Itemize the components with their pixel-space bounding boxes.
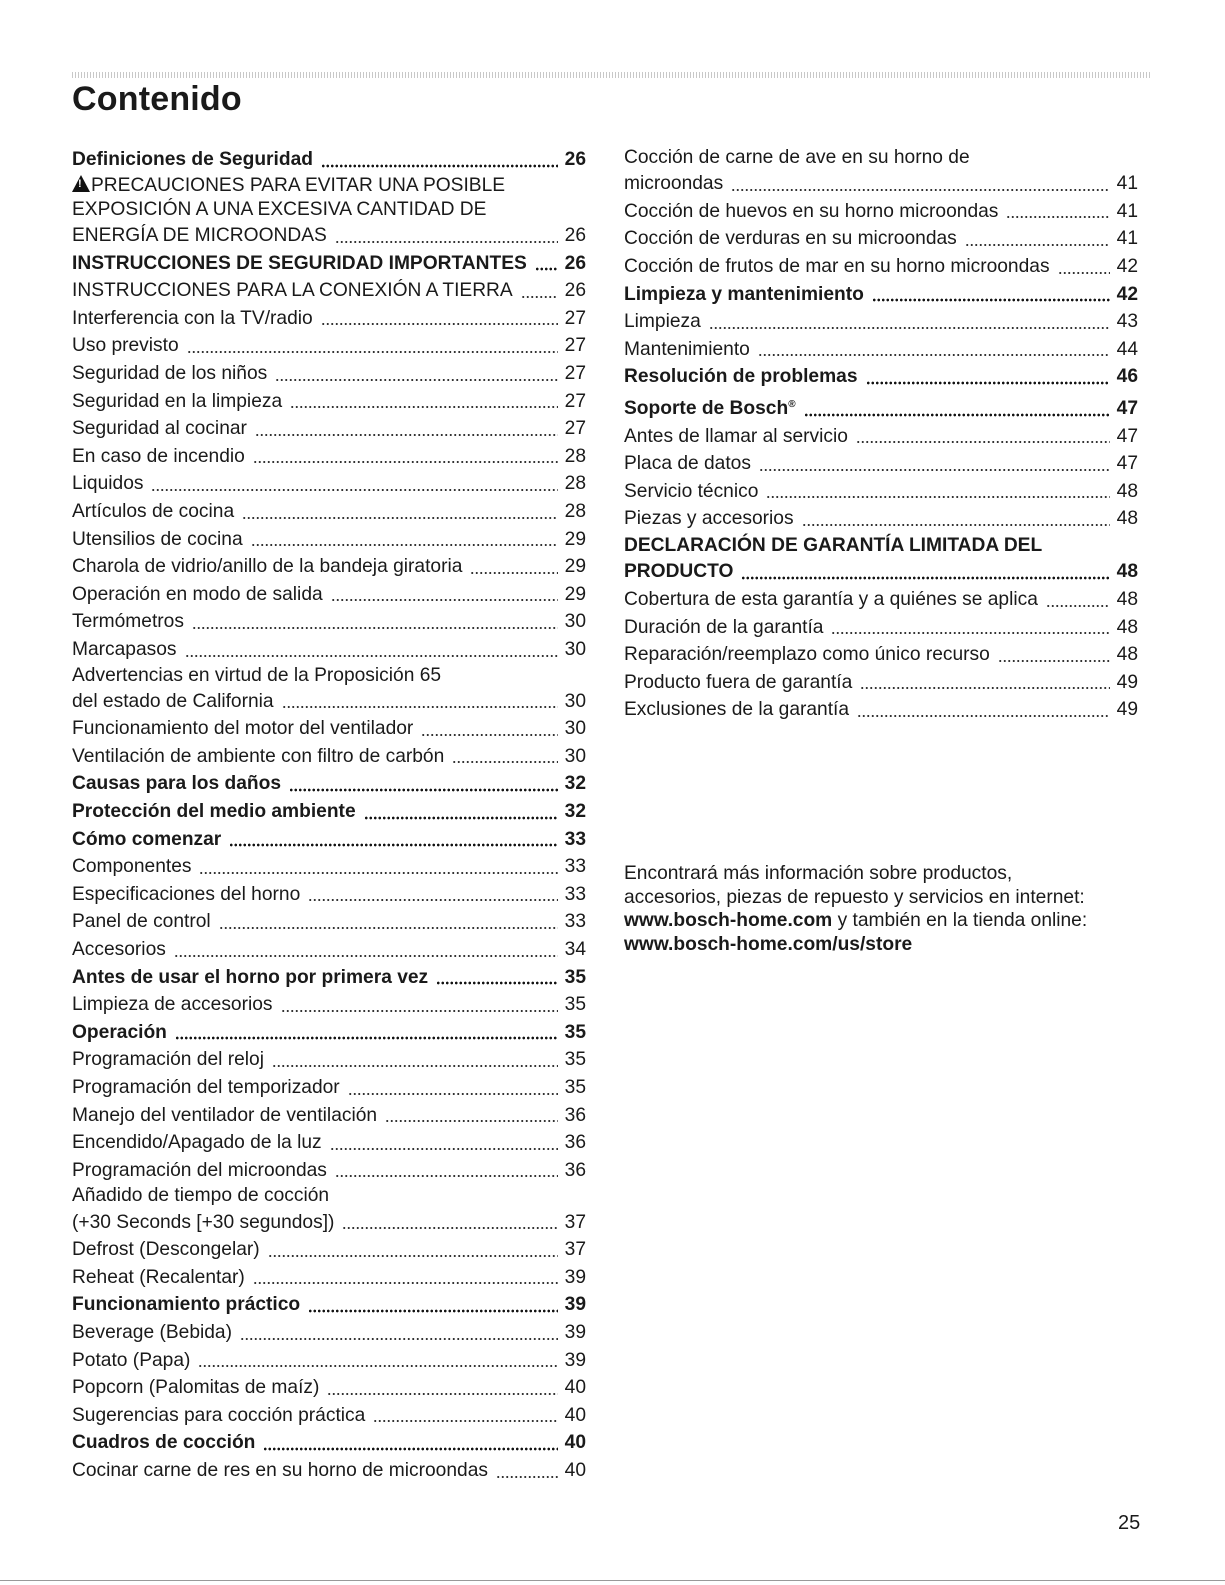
toc-entry[interactable]: Antes de llamar al servicio 47 xyxy=(624,425,1138,447)
toc-entry[interactable]: Especificaciones del horno 33 xyxy=(72,883,586,905)
toc-entry-line: DECLARACIÓN DE GARANTÍA LIMITADA DEL xyxy=(624,534,1043,556)
toc-entry[interactable]: Panel de control 33 xyxy=(72,911,586,933)
warning-icon xyxy=(72,175,90,192)
toc-entry-line: Añadido de tiempo de cocción xyxy=(72,1185,330,1207)
toc-entry[interactable]: Cómo comenzar 33 xyxy=(72,828,586,850)
toc-entry[interactable]: Interferencia con la TV/radio 27 xyxy=(72,307,586,329)
website-link[interactable]: www.bosch-home.com xyxy=(624,910,833,931)
toc-entry[interactable]: Seguridad al cocinar 27 xyxy=(72,418,586,440)
toc-entry[interactable]: Piezas y accesorios 48 xyxy=(624,508,1138,530)
decorative-top-rule xyxy=(72,72,1150,78)
toc-entry[interactable]: Potato (Papa) 39 xyxy=(72,1349,586,1371)
toc-entry[interactable]: Liquidos 28 xyxy=(72,473,586,495)
info-line: www.bosch-home.com y también en la tienda online: xyxy=(624,910,1088,931)
toc-entry[interactable]: Ventilación de ambiente con filtro de carbón 30 xyxy=(72,745,586,767)
toc-entry[interactable]: Antes de usar el horno por primera vez 35 xyxy=(72,966,586,988)
toc-entry[interactable]: INSTRUCCIONES DE SEGURIDAD IMPORTANTES 26 xyxy=(72,252,586,274)
toc-entry[interactable]: Definiciones de Seguridad 26 xyxy=(72,149,586,170)
toc-entry[interactable]: Operación 35 xyxy=(72,1021,586,1043)
toc-left-column xyxy=(72,146,586,1485)
toc-entry[interactable]: (+30 Seconds [+30 segundos]) 37 xyxy=(72,1211,586,1233)
toc-entry[interactable]: Programación del microondas 36 xyxy=(72,1159,586,1181)
info-paragraph xyxy=(624,862,1144,956)
toc-entry[interactable]: Limpieza y mantenimiento 42 xyxy=(624,283,1138,305)
bottom-edge-rule xyxy=(0,1580,1225,1581)
toc-entry[interactable]: PRODUCTO 48 xyxy=(624,561,1138,583)
toc-entry[interactable]: En caso de incendio 28 xyxy=(72,445,586,467)
toc-entry[interactable]: del estado de California 30 xyxy=(72,690,586,712)
toc-entry[interactable]: Limpieza de accesorios 35 xyxy=(72,994,586,1016)
toc-entry[interactable]: Exclusiones de la garantía 49 xyxy=(624,699,1138,721)
toc-entry[interactable]: Utensilios de cocina 29 xyxy=(72,528,586,550)
toc-entry[interactable]: Placa de datos 47 xyxy=(624,453,1138,475)
toc-entry[interactable]: Programación del temporizador 35 xyxy=(72,1077,586,1099)
toc-entry[interactable]: Operación en modo de salida 29 xyxy=(72,583,586,605)
registered-mark: ® xyxy=(788,398,796,410)
toc-entry[interactable]: Manejo del ventilador de ventilación 36 xyxy=(72,1104,586,1126)
info-line: Encontrará más información sobre productos, xyxy=(624,863,1013,884)
toc-entry[interactable]: Cocción de verduras en su microondas 41 xyxy=(624,228,1138,250)
toc-entry[interactable]: Duración de la garantía 48 xyxy=(624,616,1138,638)
toc-entry[interactable]: Limpieza 43 xyxy=(624,311,1138,333)
toc-entry[interactable]: ENERGÍA DE MICROONDAS 26 xyxy=(72,225,586,246)
info-line: accesorios, piezas de repuesto y servicios en internet: xyxy=(624,886,1085,908)
page-title: Contenido xyxy=(72,80,242,118)
toc-entry[interactable]: Cuadros de cocción 40 xyxy=(72,1432,586,1454)
toc-entry[interactable]: Resolución de problemas 46 xyxy=(624,366,1138,388)
toc-entry[interactable]: Popcorn (Palomitas de maíz) 40 xyxy=(72,1377,586,1399)
toc-entry[interactable]: INSTRUCCIONES PARA LA CONEXIÓN A TIERRA 26 xyxy=(72,280,586,302)
toc-entry[interactable]: Sugerencias para cocción práctica 40 xyxy=(72,1404,586,1426)
toc-entry[interactable]: Uso previsto 27 xyxy=(72,335,586,357)
page-number: 25 xyxy=(1118,1512,1141,1534)
toc-entry[interactable]: Cocinar carne de res en su horno de microondas 40 xyxy=(72,1459,586,1481)
toc-entry[interactable]: Charola de vidrio/anillo de la bandeja giratoria 29 xyxy=(72,556,586,578)
toc-entry[interactable]: Producto fuera de garantía 49 xyxy=(624,671,1138,693)
toc-entry[interactable]: Seguridad de los niños 27 xyxy=(72,362,586,384)
toc-entry[interactable]: Servicio técnico 48 xyxy=(624,480,1138,502)
toc-entry[interactable]: Reheat (Recalentar) 39 xyxy=(72,1266,586,1288)
toc-entry[interactable]: Funcionamiento práctico 39 xyxy=(72,1294,586,1316)
toc-entry[interactable]: Artículos de cocina 28 xyxy=(72,500,586,522)
toc-entry[interactable]: Protección del medio ambiente 32 xyxy=(72,801,586,823)
toc-entry[interactable]: Cocción de huevos en su horno microondas 41 xyxy=(624,200,1138,222)
toc-entry[interactable]: Encendido/Apagado de la luz 36 xyxy=(72,1132,586,1154)
toc-entry[interactable]: Soporte de Bosch® 47 xyxy=(624,397,1138,419)
toc-entry[interactable]: Reparación/reemplazo como único recurso 48 xyxy=(624,644,1138,666)
toc-entry[interactable]: Funcionamiento del motor del ventilador 30 xyxy=(72,718,586,740)
toc-entry-line: Cocción de carne de ave en su horno de xyxy=(624,147,970,168)
toc-right-column xyxy=(624,146,1138,724)
toc-entry[interactable]: Marcapasos 30 xyxy=(72,638,586,660)
toc-entry[interactable]: microondas 41 xyxy=(624,173,1138,195)
toc-entry[interactable]: Termómetros 30 xyxy=(72,611,586,633)
toc-entry[interactable]: Cocción de frutos de mar en su horno microondas 42 xyxy=(624,255,1138,277)
online-store-link[interactable]: www.bosch-home.com/us/store xyxy=(624,933,913,955)
toc-entry[interactable]: Defrost (Descongelar) 37 xyxy=(72,1239,586,1261)
toc-entry[interactable]: Mantenimiento 44 xyxy=(624,338,1138,360)
toc-entry[interactable]: Causas para los daños 32 xyxy=(72,773,586,795)
toc-entry[interactable]: Seguridad en la limpieza 27 xyxy=(72,390,586,412)
toc-entry[interactable]: Componentes 33 xyxy=(72,856,586,878)
toc-entry[interactable]: Cobertura de esta garantía y a quiénes se aplica 48 xyxy=(624,589,1138,611)
toc-entry-line: EXPOSICIÓN A UNA EXCESIVA CANTIDAD DE xyxy=(72,198,487,220)
toc-entry[interactable]: Beverage (Bebida) 39 xyxy=(72,1321,586,1343)
toc-entry-line: !PRECAUCIONES PARA EVITAR UNA POSIBLE xyxy=(72,174,586,198)
toc-entry[interactable]: Programación del reloj 35 xyxy=(72,1049,586,1071)
toc-entry[interactable]: Accesorios 34 xyxy=(72,939,586,961)
toc-entry-line: Advertencias en virtud de la Proposición 65 xyxy=(72,664,442,686)
